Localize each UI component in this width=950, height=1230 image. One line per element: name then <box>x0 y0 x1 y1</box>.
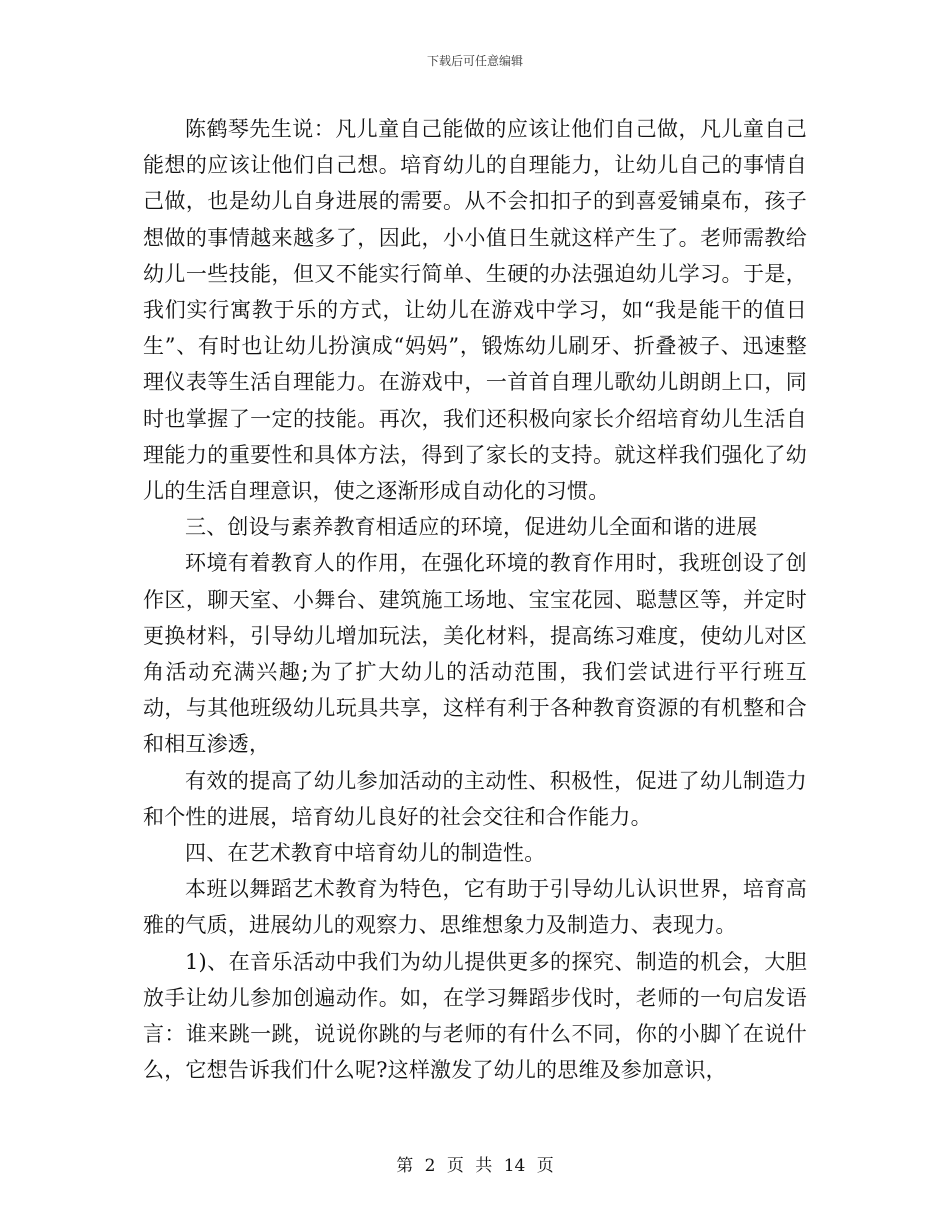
paragraph-self-care: 陈鹤琴先生说：凡儿童自己能做的应该让他们自己做，凡儿童自己能想的应该让他们自己想。培育幼儿的自理能力，让幼儿自己的事情自己做，也是幼儿自身进展的需要。从不会扣扣子的到喜爱铺桌布，孩子想做的事情越来越多了，因此，小小值日生就这样产生了。老师需教给幼儿一些技能，但又不能实行简单、生硬的办法强迫幼儿学习。于是，我们实行寓教于乐的方式，让幼儿在游戏中学习，如“我是能干的值日生”、有时也让幼儿扮演成“妈妈”，锻炼幼儿刷牙、折叠被子、迅速整理仪表等生活自理能力。在游戏中，一首首自理儿歌幼儿朗朗上口，同时也掌握了一定的技能。再次，我们还积极向家长介绍培育幼儿生活自理能力的重要性和具体方法，得到了家长的支持。就这样我们强化了幼儿的生活自理意识，使之逐渐形成自动化的习惯。 <box>143 117 807 504</box>
paragraph-dance-feature: 本班以舞蹈艺术教育为特色，它有助于引导幼儿认识世界，培育高雅的气质，进展幼儿的观察力、思维想象力及制造力、表现力。 <box>143 877 807 938</box>
paragraph-effectiveness: 有效的提高了幼儿参加活动的主动性、积极性，促进了幼儿制造力和个性的进展，培育幼儿良好的社会交往和合作能力。 <box>143 768 807 829</box>
paragraph-music-activity: 1)、在音乐活动中我们为幼儿提供更多的探究、制造的机会，大胆放手让幼儿参加创遍动作。如，在学习舞蹈步伐时，老师的一句启发语言：谁来跳一跳，说说你跳的与老师的有什么不同，你的小脚丫在说什么，它想告诉我们什么呢?这样激发了幼儿的思维及参加意识， <box>143 949 807 1083</box>
page-header-note: 下载后可任意编辑 <box>426 54 523 68</box>
section-heading-environment: 三、创设与素养教育相适应的环境，促进幼儿全面和谐的进展 <box>185 515 758 540</box>
document-body <box>143 111 807 1088</box>
paragraph-environment: 环境有着教育人的作用，在强化环境的教育作用时，我班创设了创作区，聊天室、小舞台、建筑施工场地、宝宝花园、聪慧区等，并定时更换材料，引导幼儿增加玩法，美化材料，提高练习难度，使幼儿对区角活动充满兴趣;为了扩大幼儿的活动范围，我们尝试进行平行班互动，与其他班级幼儿玩具共享，这样有利于各种教育资源的有机整和合和相互渗透， <box>143 551 807 757</box>
section-heading-art-education: 四、在艺术教育中培育幼儿的制造性。 <box>185 841 546 866</box>
page-number: 第 2 页 共 14 页 <box>396 1156 554 1176</box>
